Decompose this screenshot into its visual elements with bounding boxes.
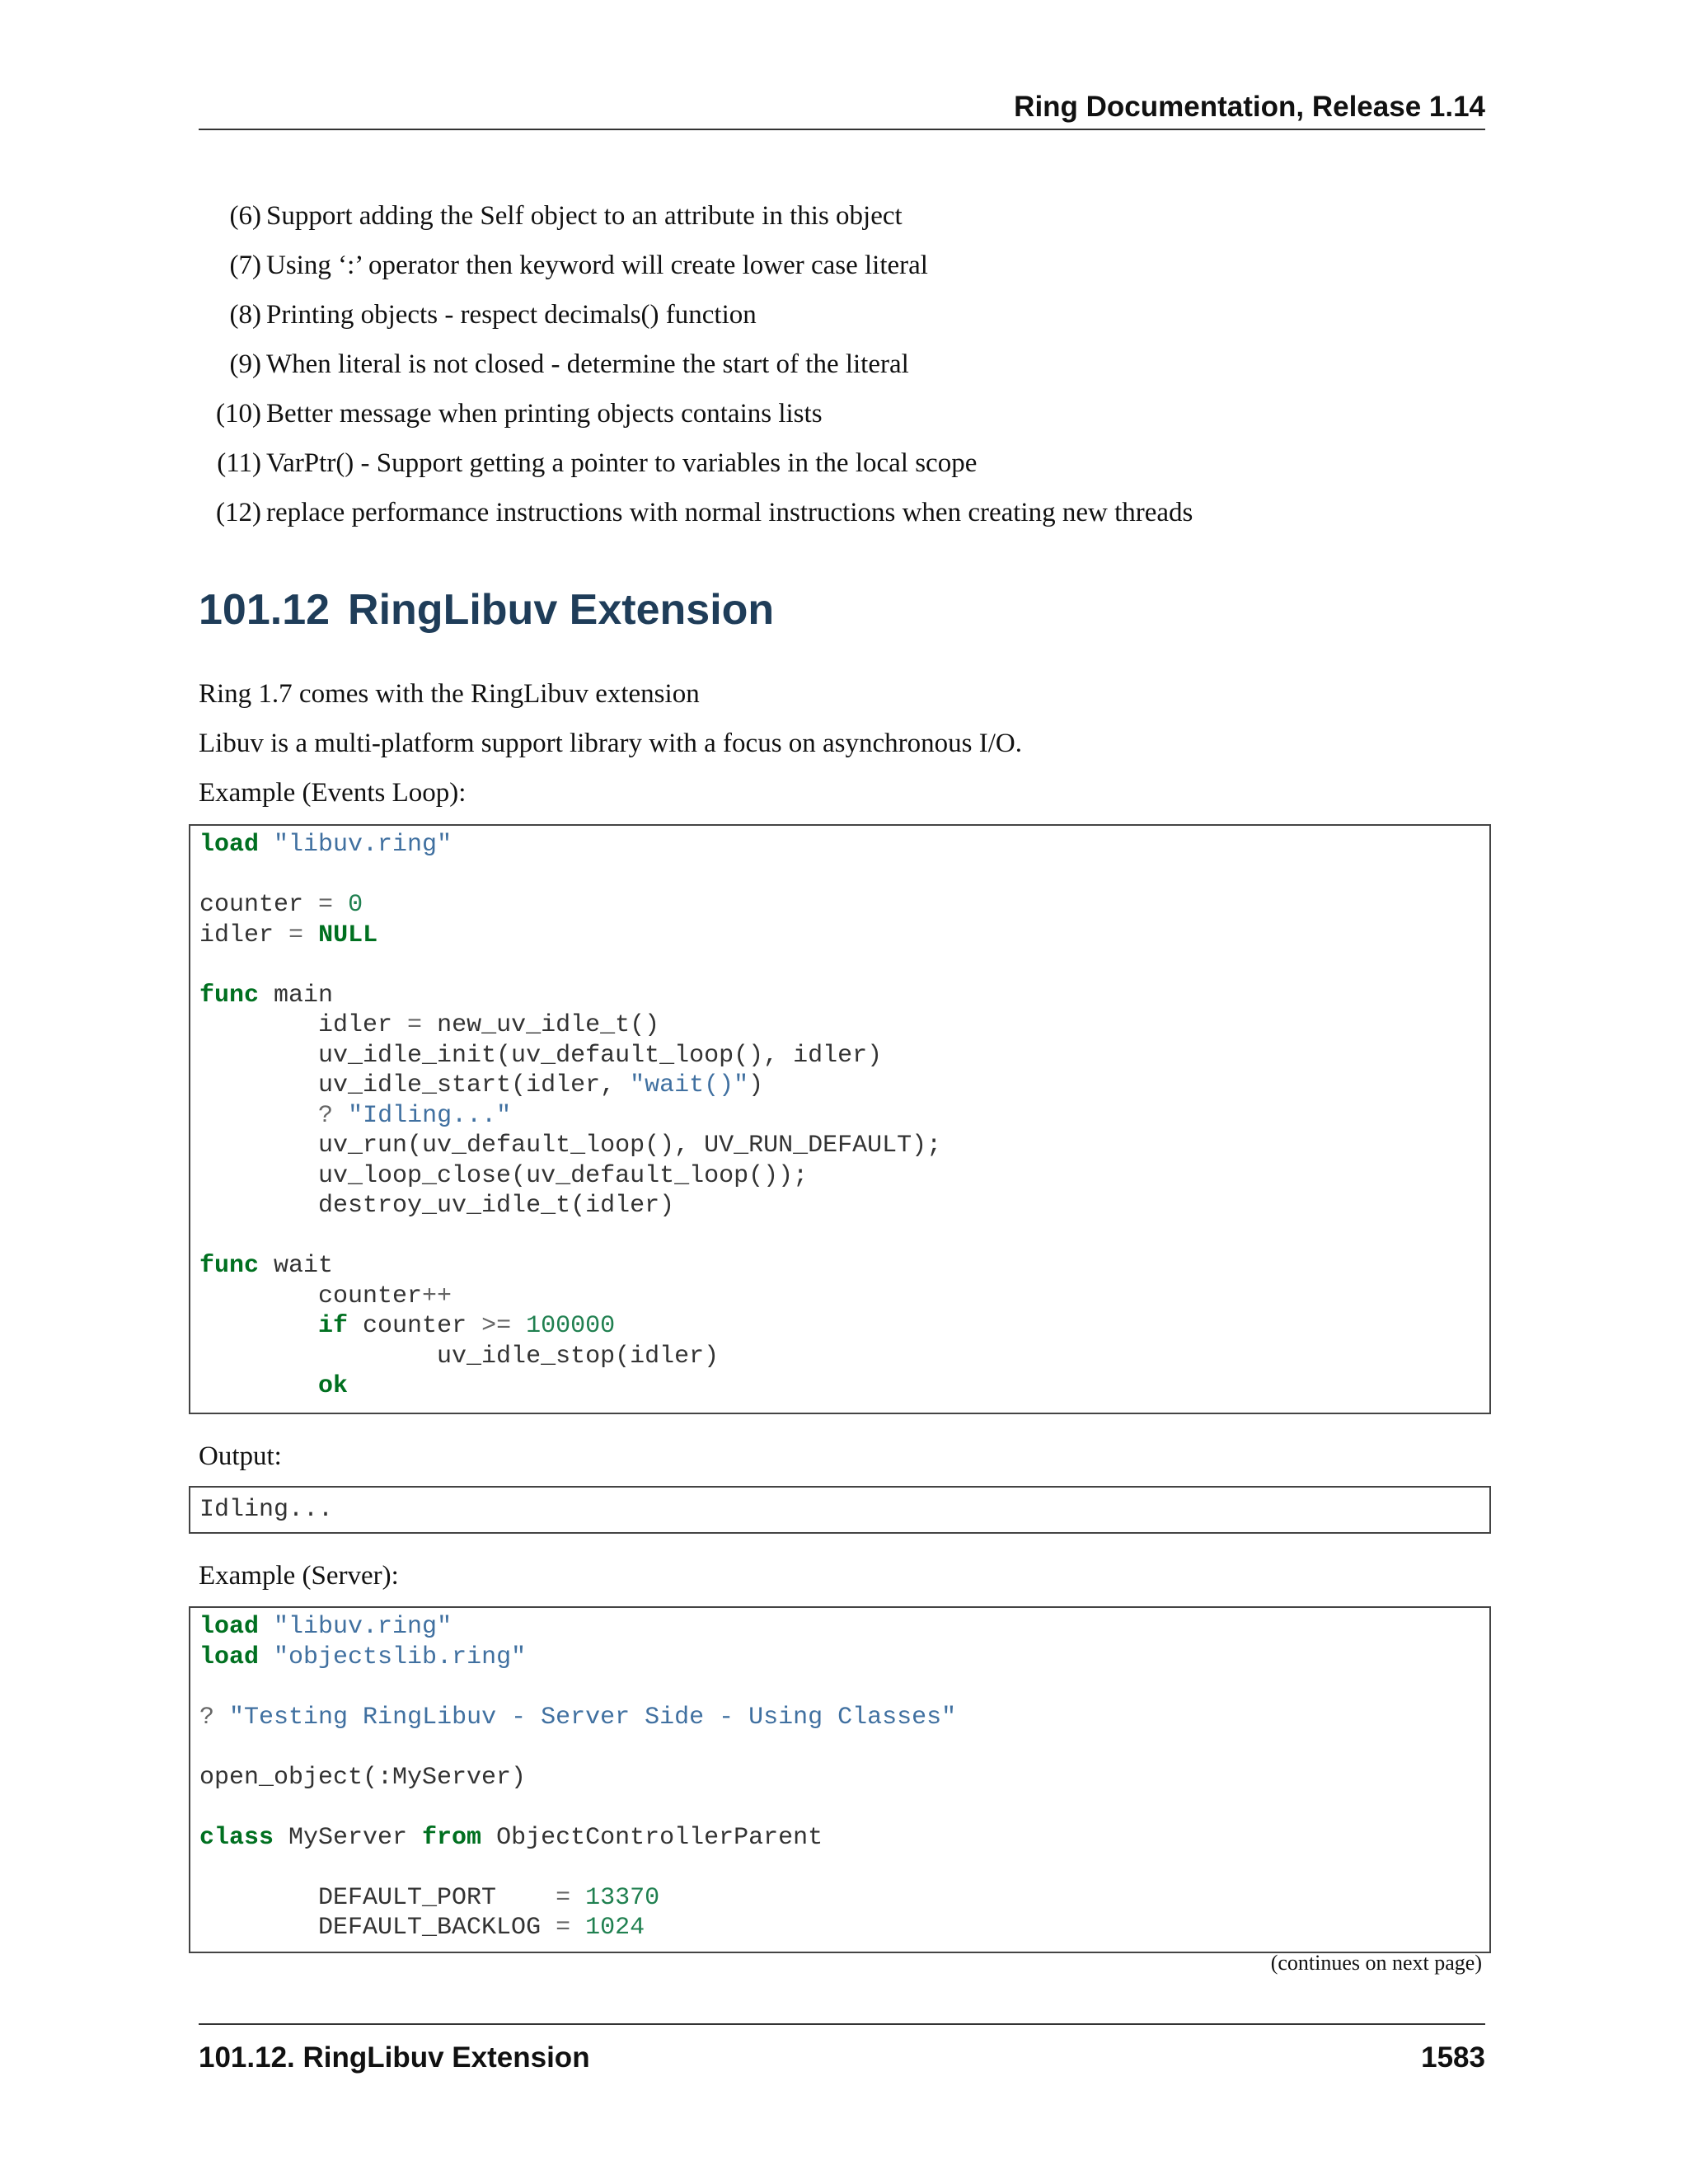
code-token: load xyxy=(199,1613,260,1641)
code-server xyxy=(190,1608,1489,1943)
code-token: ) xyxy=(748,1071,764,1099)
page-footer xyxy=(199,2023,1485,2074)
list-item-number: (10) xyxy=(216,399,261,429)
code-token: "wait()" xyxy=(630,1071,749,1099)
code-token: if xyxy=(318,1312,349,1340)
code-token: uv_idle_start(idler, xyxy=(199,1071,631,1099)
code-line xyxy=(199,1252,333,1280)
list-item-text: Better message when printing objects contains lists xyxy=(266,399,823,429)
code-line xyxy=(199,982,333,1010)
section-heading xyxy=(199,583,774,636)
code-line xyxy=(199,1643,526,1671)
code-token: idler xyxy=(199,921,289,949)
code-token: = xyxy=(556,1883,571,1912)
list-item-number: (9) xyxy=(229,349,261,379)
feature-list xyxy=(199,198,1484,544)
output-label: Output: xyxy=(199,1441,282,1471)
code-token: 13370 xyxy=(585,1883,660,1912)
code-token xyxy=(333,1102,348,1130)
list-item xyxy=(199,346,1484,396)
code-token: DEFAULT_BACKLOG xyxy=(199,1914,556,1942)
code-token: "objectslib.ring" xyxy=(274,1643,527,1671)
code-line xyxy=(199,1071,763,1099)
code-token xyxy=(259,831,274,859)
list-item-number: (12) xyxy=(216,498,261,527)
code-line xyxy=(199,1312,615,1340)
code-token: destroy_uv_idle_t(idler) xyxy=(199,1192,675,1220)
code-token: = xyxy=(318,891,334,919)
intro-paragraph-1: Ring 1.7 comes with the RingLibuv extension xyxy=(199,679,700,709)
list-item-number: (11) xyxy=(217,448,261,478)
document-title: Ring Documentation, Release 1.14 xyxy=(1014,91,1485,123)
page-header xyxy=(199,91,1485,130)
code-line xyxy=(199,1613,452,1641)
code-line xyxy=(199,1372,348,1400)
code-line xyxy=(199,1042,882,1070)
code-token: 0 xyxy=(348,891,363,919)
list-item-text: replace performance instructions with normal instructions when creating new threads xyxy=(266,498,1193,527)
code-token: load xyxy=(199,1643,260,1671)
code-output xyxy=(190,1488,1489,1526)
code-token: counter xyxy=(199,1282,423,1310)
list-item xyxy=(199,396,1484,445)
code-token xyxy=(214,1704,229,1732)
code-line xyxy=(199,1496,333,1524)
code-token: class xyxy=(199,1823,274,1852)
section-number: 101.12 xyxy=(199,586,331,634)
code-token: ok xyxy=(318,1372,349,1400)
code-token: = xyxy=(556,1914,571,1942)
list-item-number: (8) xyxy=(229,300,261,330)
code-token: 1024 xyxy=(585,1914,645,1942)
code-token: ? xyxy=(199,1703,215,1732)
code-token: uv_idle_init(uv_default_loop(), idler) xyxy=(199,1041,883,1070)
list-item xyxy=(199,445,1484,494)
code-token xyxy=(570,1914,585,1942)
code-token: DEFAULT_PORT xyxy=(199,1883,556,1912)
code-token: from xyxy=(422,1823,482,1852)
list-item-text: When literal is not closed - determine the start of the literal xyxy=(266,349,909,379)
code-line xyxy=(199,1343,719,1371)
code-token: counter xyxy=(199,891,319,919)
footer-section: 101.12. RingLibuv Extension xyxy=(199,2041,590,2074)
list-item-number: (7) xyxy=(229,251,261,280)
code-token: new_uv_idle_t() xyxy=(422,1011,660,1039)
code-line xyxy=(199,831,452,859)
code-token xyxy=(259,1643,274,1671)
code-token: = xyxy=(288,921,304,949)
code-token: "libuv.ring" xyxy=(274,1613,452,1641)
list-item-text: Printing objects - respect decimals() function xyxy=(266,300,757,330)
code-line xyxy=(199,1192,674,1220)
code-token: 100000 xyxy=(526,1312,616,1340)
continues-note: (continues on next page) xyxy=(1270,1951,1482,1975)
code-line xyxy=(199,1824,823,1852)
code-token: MyServer xyxy=(274,1823,423,1852)
code-events-loop xyxy=(190,826,1489,1402)
code-token: load xyxy=(199,831,260,859)
code-line xyxy=(199,1884,659,1912)
code-token xyxy=(199,1312,318,1340)
code-token: uv_run(uv_default_loop(), UV_RUN_DEFAULT); xyxy=(199,1132,942,1160)
code-line xyxy=(199,1704,956,1732)
code-line xyxy=(199,1102,511,1130)
code-token xyxy=(259,1613,274,1641)
code-token xyxy=(199,1372,318,1400)
list-item-text: Using ‘:’ operator then keyword will create lower case literal xyxy=(266,251,928,280)
list-item xyxy=(199,494,1484,544)
code-line xyxy=(199,1132,941,1160)
code-token: Idling... xyxy=(199,1496,334,1524)
code-line xyxy=(199,1914,645,1942)
code-token: func xyxy=(199,1252,260,1280)
list-item xyxy=(199,297,1484,346)
code-token: "libuv.ring" xyxy=(274,831,452,859)
code-token xyxy=(570,1884,585,1912)
code-token xyxy=(303,921,318,949)
code-token: open_object(:MyServer) xyxy=(199,1763,527,1792)
code-line xyxy=(199,921,377,949)
code-block-output xyxy=(189,1486,1491,1534)
example-events-loop-label: Example (Events Loop): xyxy=(199,778,467,808)
code-token: "Testing RingLibuv - Server Side - Using Classes" xyxy=(229,1703,957,1732)
code-line xyxy=(199,1282,452,1310)
code-line xyxy=(199,1162,808,1190)
code-token: main xyxy=(259,981,334,1010)
list-item xyxy=(199,198,1484,247)
code-token: ObjectControllerParent xyxy=(481,1823,823,1852)
code-line xyxy=(199,891,363,919)
section-title: RingLibuv Extension xyxy=(348,586,775,634)
code-token: NULL xyxy=(318,921,378,949)
code-token xyxy=(333,891,348,919)
code-token: uv_loop_close(uv_default_loop()); xyxy=(199,1161,809,1190)
code-line xyxy=(199,1764,526,1792)
code-token: idler xyxy=(199,1011,408,1039)
code-token: "Idling..." xyxy=(348,1101,512,1130)
code-token xyxy=(199,1102,318,1130)
code-block-events-loop xyxy=(189,824,1491,1414)
code-token: wait xyxy=(259,1252,334,1280)
code-token: func xyxy=(199,981,260,1010)
intro-paragraph-2: Libuv is a multi-platform support library with a focus on asynchronous I/O. xyxy=(199,729,1022,758)
list-item xyxy=(199,247,1484,297)
code-token: = xyxy=(407,1011,423,1039)
code-token: counter xyxy=(348,1312,482,1340)
example-server-label: Example (Server): xyxy=(199,1561,399,1591)
code-token: >= xyxy=(481,1312,512,1340)
code-token: uv_idle_stop(idler) xyxy=(199,1342,720,1371)
code-line xyxy=(199,1011,659,1039)
list-item-text: Support adding the Self object to an attribute in this object xyxy=(266,201,903,231)
code-token: ++ xyxy=(422,1282,452,1310)
code-token: ? xyxy=(318,1101,334,1130)
code-token xyxy=(511,1312,526,1340)
page-number: 1583 xyxy=(1421,2041,1485,2074)
list-item-number: (6) xyxy=(229,201,261,231)
code-block-server xyxy=(189,1606,1491,1953)
list-item-text: VarPtr() - Support getting a pointer to variables in the local scope xyxy=(266,448,978,478)
